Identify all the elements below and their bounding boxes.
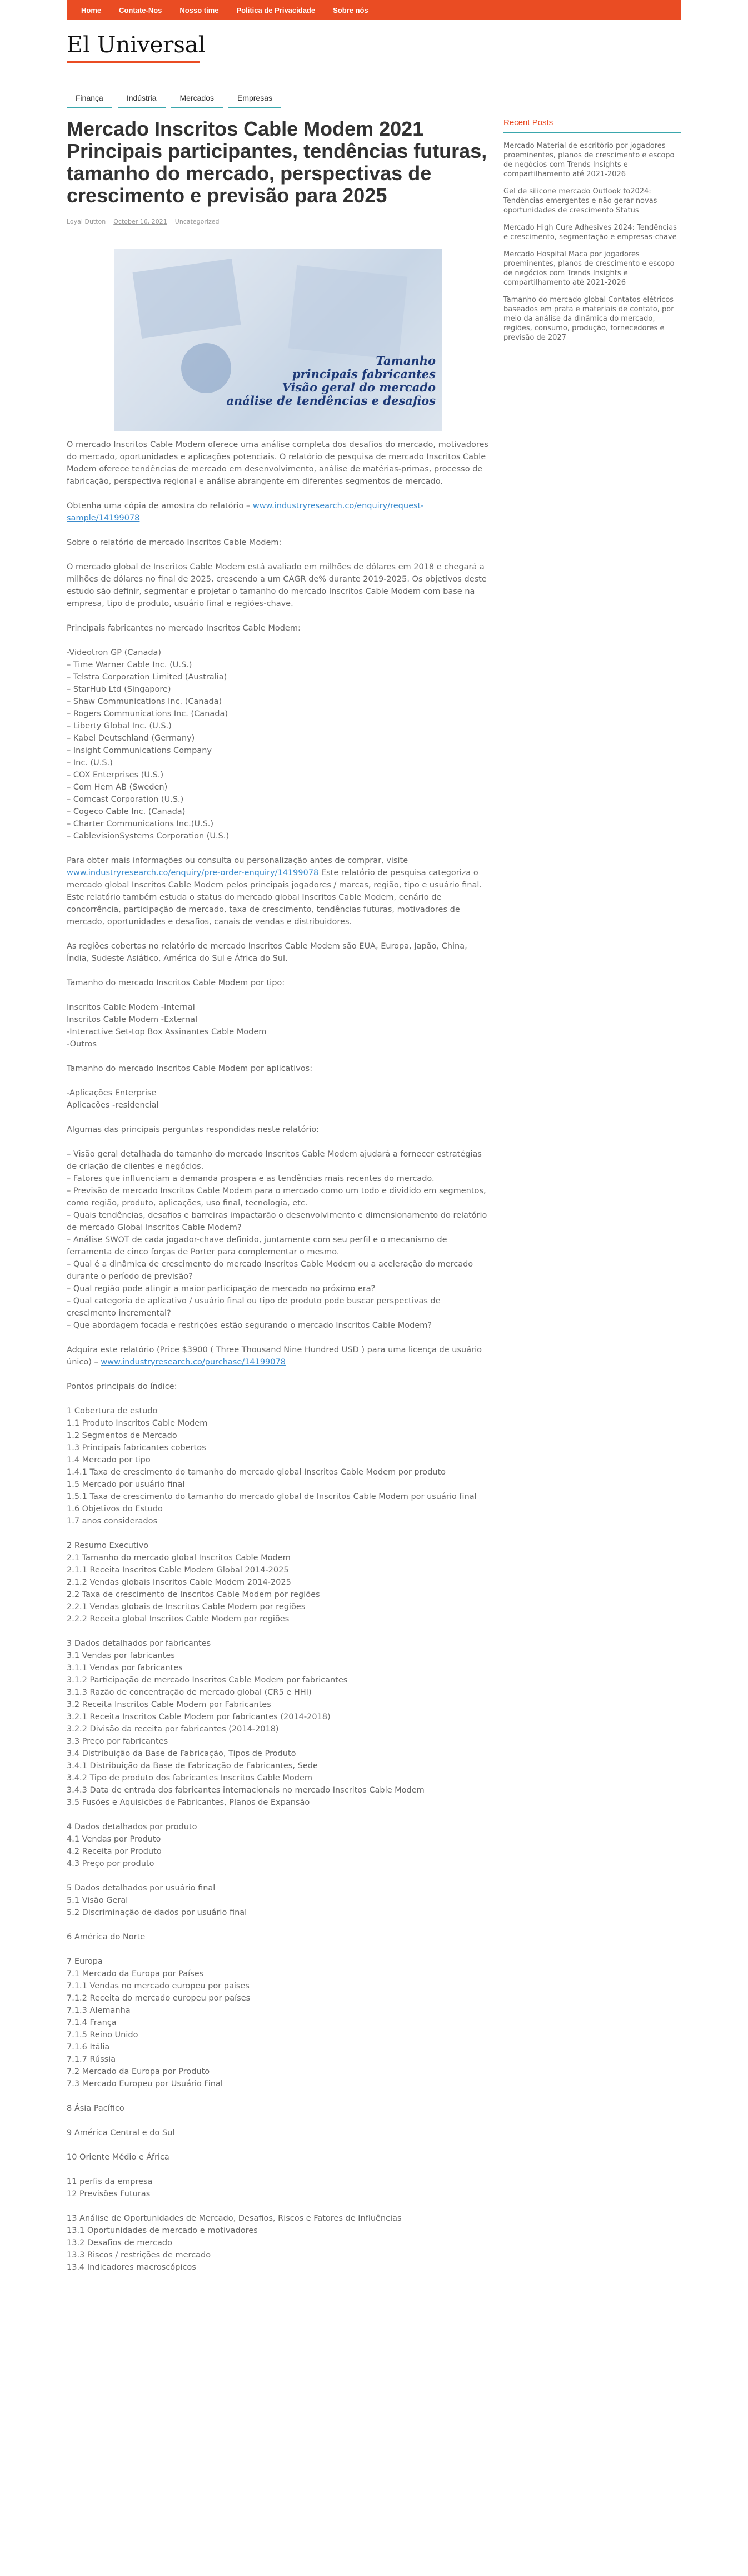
list-item: 13.4 Indicadores macroscópicos <box>67 2263 196 2272</box>
list-item: 8 Ásia Pacífico <box>67 2104 124 2113</box>
list-item: – Telstra Corporation Limited (Australia) <box>67 673 227 682</box>
list-item: 2.2.1 Vendas globais de Inscritos Cable Modem por regiões <box>67 1602 306 1611</box>
content-list <box>67 647 489 842</box>
recent-post-link[interactable]: Gel de silicone mercado Outlook to2024: Tendências emergentes e não gerar novas oportunidades de crescimento Status <box>503 187 657 215</box>
list-item: – Kabel Deutschland (Germany) <box>67 734 195 743</box>
logo-underline <box>67 61 200 63</box>
list-item: – Qual região pode atingir a maior participação de mercado no próximo era? <box>67 1284 376 1293</box>
paragraph-text: Adquira este relatório (Price $3900 ( Three Thousand Nine Hundred USD ) para uma licença de usuário único) – <box>67 1346 482 1367</box>
content-list <box>67 1931 489 1943</box>
list-item: 3.5 Fusões e Aquisições de Fabricantes, Planos de Expansão <box>67 1798 310 1807</box>
list-item: 3.4 Distribuição da Base de Fabricação, Tipos de Produto <box>67 1749 296 1758</box>
list-item: 3.1.3 Razão de concentração de mercado global (CR5 e HHI) <box>67 1688 312 1697</box>
list-item: Aplicações -residencial <box>67 1101 159 1110</box>
list-item: 1.3 Principais fabricantes cobertos <box>67 1443 206 1452</box>
list-item: – Que abordagem focada e restrições estão segurando o mercado Inscritos Cable Modem? <box>67 1321 432 1330</box>
list-item: – Previsão de mercado Inscritos Cable Modem para o mercado como um todo e dividido em segmentos, como região, produto, aplicações, uso final, tecnologia, etc. <box>67 1187 486 1208</box>
list-item: 11 perfis da empresa <box>67 2177 153 2186</box>
paragraph-text: Principais fabricantes no mercado Inscritos Cable Modem: <box>67 624 301 633</box>
post-date[interactable]: October 16, 2021 <box>113 218 167 225</box>
list-item: 13 Análise de Oportunidades de Mercado, Desafios, Riscos e Fatores de Influências <box>67 2214 402 2223</box>
list-item: -Interactive Set-top Box Assinantes Cable Modem <box>67 1028 267 1036</box>
list-item: 1 Cobertura de estudo <box>67 1407 158 1416</box>
paragraph-text: Algumas das principais perguntas respondidas neste relatório: <box>67 1125 320 1134</box>
list-item: 2.1.1 Receita Inscritos Cable Modem Global 2014-2025 <box>67 1566 289 1575</box>
list-item: 2.2.2 Receita global Inscritos Cable Modem por regiões <box>67 1615 290 1624</box>
paragraph <box>67 622 489 634</box>
list-item: 3.1.2 Participação de mercado Inscritos Cable Modem por fabricantes <box>67 1676 348 1685</box>
content-list <box>67 1001 489 1050</box>
list-item: Inscritos Cable Modem -External <box>67 1015 198 1024</box>
list-item: 2.2 Taxa de crescimento de Inscritos Cable Modem por regiões <box>67 1590 320 1599</box>
paragraph-text: O mercado global de Inscritos Cable Modem está avaliado em milhões de dólares em 2018 e chegará a milhões de dólares no final de 2025, crescendo a um CAGR de% durante 2019-2025. Os objetivos deste estudo são definir, segmentar e projetar o tamanho do mercado Inscritos Cable Modem com base na empresa, tipo de produto, usuário final e regiões-chave. <box>67 563 487 608</box>
list-item: 1.5.1 Taxa de crescimento do tamanho do mercado global de Inscritos Cable Modem por usuário final <box>67 1492 477 1501</box>
list-item: 1.2 Segmentos de Mercado <box>67 1431 177 1440</box>
content-list <box>67 2102 489 2115</box>
list-item: 2.1 Tamanho do mercado global Inscritos Cable Modem <box>67 1553 291 1562</box>
paragraph-text: Este relatório de pesquisa categoriza o mercado global Inscritos Cable Modem pelos principais jogadores / marcas, região, tipo e usuário final. Este relatório também estuda o status do mercado global Inscritos Cable Modem, cenário de concorrência, participação de mercado, taxa de crescimento, tendências futuras, motivadores de mercado, oportunidades e desafios, canais de vendas e distribuidores. <box>67 868 482 926</box>
category-tab[interactable]: Mercados <box>171 89 223 108</box>
list-item: 4 Dados detalhados por produto <box>67 1823 197 1832</box>
list-item: 7.2 Mercado da Europa por Produto <box>67 2067 210 2076</box>
list-item: 1.5 Mercado por usuário final <box>67 1480 185 1489</box>
report-link[interactable]: www.industryresearch.co/purchase/14199078 <box>101 1358 286 1367</box>
site-logo[interactable]: El Universal <box>67 32 206 58</box>
report-link[interactable]: www.industryresearch.co/enquiry/request-sample/14199078 <box>67 502 424 523</box>
list-item: – Rogers Communications Inc. (Canada) <box>67 709 228 718</box>
paragraph <box>67 561 489 610</box>
list-item: 12 Previsões Futuras <box>67 2190 151 2198</box>
list-item: – StarHub Ltd (Singapore) <box>67 685 171 694</box>
author-name[interactable]: Loyal Dutton <box>67 218 106 225</box>
content-list <box>67 1148 489 1332</box>
list-item: 13.1 Oportunidades de mercado e motivadores <box>67 2226 258 2235</box>
list-item: 3.2 Receita Inscritos Cable Modem por Fabricantes <box>67 1700 271 1709</box>
list-item: 3.3 Preço por fabricantes <box>67 1737 168 1746</box>
list-item: 7.1.5 Reino Unido <box>67 2031 138 2039</box>
list-item: – Cogeco Cable Inc. (Canada) <box>67 807 186 816</box>
list-item: 4.1 Vendas por Produto <box>67 1835 161 1844</box>
paragraph-text: O mercado Inscritos Cable Modem oferece uma análise completa dos desafios do mercado, motivadores do mercado, oportunidades e aplicações potenciais. O relatório de pesquisa de mercado Inscritos Cable Modem oferece tendências de mercado em desenvolvimento, análise de matérias-primas, processo de fabricação, perspectiva regional e análise abrangente em diferentes segmentos de mercado. <box>67 440 489 486</box>
list-item: 7 Europa <box>67 1957 103 1966</box>
list-item: 1.1 Produto Inscritos Cable Modem <box>67 1419 208 1428</box>
list-item: – Qual é a dinâmica de crescimento do mercado Inscritos Cable Modem ou a aceleração do mercado durante o período de previsão? <box>67 1260 473 1281</box>
list-item: – Liberty Global Inc. (U.S.) <box>67 722 172 731</box>
nav-link[interactable]: Nosso time <box>179 6 219 14</box>
list-item: 13.2 Desafios de mercado <box>67 2239 172 2247</box>
paragraph <box>67 1344 489 1368</box>
recent-posts-list <box>503 141 681 343</box>
paragraph <box>67 855 489 928</box>
list-item: 2.1.2 Vendas globais Inscritos Cable Modem 2014-2025 <box>67 1578 291 1587</box>
paragraph-text: Sobre o relatório de mercado Inscritos Cable Modem: <box>67 538 282 547</box>
paragraph <box>67 500 489 524</box>
list-item: 5 Dados detalhados por usuário final <box>67 1884 216 1893</box>
list-item: – Análise SWOT de cada jogador-chave definido, juntamente com seu perfil e o mecanismo de ferramenta de cinco forças de Porter para complementar o mesmo. <box>67 1235 447 1257</box>
recent-post-link[interactable]: Mercado Hospital Maca por jogadores proeminentes, planos de crescimento e escopo de negócios com Trends Insights e compartilhamento até 2021-2026 <box>503 250 675 287</box>
paragraph <box>67 1381 489 1393</box>
list-item: – Charter Communications Inc.(U.S.) <box>67 820 214 828</box>
list-item: – Inc. (U.S.) <box>67 758 113 767</box>
content-list <box>67 1882 489 1919</box>
content-list <box>67 1540 489 1625</box>
list-item: 7.1.2 Receita do mercado europeu por países <box>67 1994 251 2003</box>
content-list <box>67 2212 489 2274</box>
content-list <box>67 1087 489 1111</box>
list-item: 4.3 Preço por produto <box>67 1859 154 1868</box>
list-item: – COX Enterprises (U.S.) <box>67 771 164 780</box>
recent-post-link[interactable]: Mercado Material de escritório por jogadores proeminentes, planos de crescimento e escopo de negócios com Trends Insights e compartilhamento até 2021-2026 <box>503 142 675 178</box>
paragraph <box>67 977 489 989</box>
list-item: 7.1.7 Rússia <box>67 2055 116 2064</box>
list-item: – Com Hem AB (Sweden) <box>67 783 168 792</box>
category-navigation <box>67 89 281 108</box>
list-item: – Comcast Corporation (U.S.) <box>67 795 184 804</box>
report-link[interactable]: www.industryresearch.co/enquiry/pre-order-enquiry/14199078 <box>67 868 319 877</box>
list-item: 3.4.1 Distribuição da Base de Fabricação de Fabricantes, Sede <box>67 1761 318 1770</box>
category-tab[interactable]: Finança <box>67 89 112 108</box>
paragraph-text: Obtenha uma cópia de amostra do relatório – <box>67 502 253 510</box>
image-pie-shape <box>181 343 231 393</box>
list-item: 7.1.1 Vendas no mercado europeu por países <box>67 1982 250 1991</box>
list-item: – Visão geral detalhada do tamanho do mercado Inscritos Cable Modem ajudará a fornecer estratégias de criação de clientes e negócios. <box>67 1150 482 1171</box>
nav-link[interactable]: Sobre nós <box>333 6 368 14</box>
paragraph-text: Tamanho do mercado Inscritos Cable Modem por aplicativos: <box>67 1064 313 1073</box>
list-item: 1.6 Objetivos do Estudo <box>67 1505 163 1513</box>
list-item: -Aplicações Enterprise <box>67 1089 157 1098</box>
content-list <box>67 2151 489 2163</box>
list-item: 3.1.1 Vendas por fabricantes <box>67 1664 183 1672</box>
featured-image <box>114 249 442 431</box>
article-meta <box>67 218 489 225</box>
list-item: 3 Dados detalhados por fabricantes <box>67 1639 211 1648</box>
list-item: 7.1 Mercado da Europa por Países <box>67 1969 204 1978</box>
list-item: 10 Oriente Médio e África <box>67 2153 169 2162</box>
top-navigation-bar <box>67 0 681 20</box>
paragraph <box>67 1063 489 1075</box>
list-item: -Videotron GP (Canada) <box>67 648 162 657</box>
image-caption-line: Visão geral do mercado <box>282 380 436 394</box>
category-tab[interactable]: Empresas <box>228 89 281 108</box>
list-item: 3.2.2 Divisão da receita por fabricantes (2014-2018) <box>67 1725 279 1734</box>
image-caption-line: análise de tendências e desafios <box>226 394 436 408</box>
list-item: – Qual categoria de aplicativo / usuário final ou tipo de produto pode buscar perspectivas de crescimento incremental? <box>67 1297 441 1318</box>
nav-link[interactable]: Politica de Privacidade <box>236 6 316 14</box>
paragraph <box>67 537 489 549</box>
list-item: – CablevisionSystems Corporation (U.S.) <box>67 832 230 841</box>
content-list <box>67 1637 489 1809</box>
list-item: 6 América do Norte <box>67 1933 146 1942</box>
paragraph-text: Tamanho do mercado Inscritos Cable Modem por tipo: <box>67 979 285 987</box>
category-tab[interactable]: Indústria <box>118 89 166 108</box>
list-item: 7.1.3 Alemanha <box>67 2006 131 2015</box>
list-item: – Shaw Communications Inc. (Canada) <box>67 697 222 706</box>
content-list <box>67 2176 489 2200</box>
sidebar <box>503 118 681 350</box>
list-item: 3.4.3 Data de entrada dos fabricantes internacionais no mercado Inscritos Cable Modem <box>67 1786 425 1795</box>
content-list <box>67 1405 489 1527</box>
paragraph <box>67 439 489 488</box>
image-caption <box>226 354 436 408</box>
image-chart-shape <box>288 265 408 360</box>
list-item: 5.2 Discriminação de dados por usuário final <box>67 1908 247 1917</box>
content-list <box>67 1821 489 1870</box>
list-item: -Outros <box>67 1040 97 1049</box>
list-item: 7.1.4 França <box>67 2018 117 2027</box>
list-item: 1.7 anos considerados <box>67 1517 157 1526</box>
image-paper-shape <box>133 259 241 339</box>
list-item: 2 Resumo Executivo <box>67 1541 149 1550</box>
recent-post-link[interactable]: Mercado High Cure Adhesives 2024: Tendências e crescimento, segmentação e empresas-chave <box>503 224 677 241</box>
content-list <box>67 1955 489 2090</box>
list-item: 4.2 Receita por Produto <box>67 1847 162 1856</box>
paragraph-text: Pontos principais do índice: <box>67 1382 177 1391</box>
nav-link[interactable]: Home <box>81 6 102 14</box>
list-item: 3.2.1 Receita Inscritos Cable Modem por fabricantes (2014-2018) <box>67 1713 331 1721</box>
list-item: 1.4 Mercado por tipo <box>67 1456 151 1465</box>
list-item: 5.1 Visão Geral <box>67 1896 128 1905</box>
paragraph <box>67 1124 489 1136</box>
list-item: Inscritos Cable Modem -Internal <box>67 1003 195 1012</box>
image-caption-line: Tamanho <box>376 354 436 368</box>
list-item: – Quais tendências, desafios e barreiras impactarão o desenvolvimento e dimensionamento do relatório de mercado Global Inscritos Cable Modem? <box>67 1211 487 1232</box>
list-item: 1.4.1 Taxa de crescimento do tamanho do mercado global Inscritos Cable Modem por produto <box>67 1468 446 1477</box>
content-list <box>67 2127 489 2139</box>
article-title: Mercado Inscritos Cable Modem 2021 Principais participantes, tendências futuras, tamanho do mercado, perspectivas de crescimento e previsão para 2025 <box>67 117 487 207</box>
recent-post-link[interactable]: Tamanho do mercado global Contatos elétricos baseados em prata e materiais de contato, por meio da análise da dinâmica do mercado, regiões, consumo, produção, fornecedores e previsão de 2027 <box>503 296 674 342</box>
image-caption-line: principais fabricantes <box>292 367 436 381</box>
paragraph <box>67 940 489 965</box>
recent-posts-title: Recent Posts <box>503 118 681 133</box>
list-item: 7.3 Mercado Europeu por Usuário Final <box>67 2079 223 2088</box>
paragraph-text: As regiões cobertas no relatório de mercado Inscritos Cable Modem são EUA, Europa, Japão, China, Índia, Sudeste Asiático, América do Sul e África do Sul. <box>67 942 467 963</box>
nav-link[interactable]: Contate-Nos <box>119 6 162 14</box>
list-item: – Fatores que influenciam a demanda prospera e as tendências mais recentes do mercado. <box>67 1174 435 1183</box>
article-body <box>67 439 489 2274</box>
list-item: 7.1.6 Itália <box>67 2043 110 2052</box>
list-item: 3.4.2 Tipo de produto dos fabricantes Inscritos Cable Modem <box>67 1774 312 1783</box>
list-item: 13.3 Riscos / restrições de mercado <box>67 2251 211 2260</box>
list-item: 3.1 Vendas por fabricantes <box>67 1651 175 1660</box>
post-category[interactable]: Uncategorized <box>174 218 220 225</box>
list-item: – Insight Communications Company <box>67 746 212 755</box>
list-item: 9 América Central e do Sul <box>67 2128 175 2137</box>
paragraph-text: Para obter mais informações ou consulta ou personalização antes de comprar, visite <box>67 856 408 865</box>
main-menu <box>67 0 681 20</box>
article <box>67 118 489 2286</box>
list-item: – Time Warner Cable Inc. (U.S.) <box>67 661 192 669</box>
